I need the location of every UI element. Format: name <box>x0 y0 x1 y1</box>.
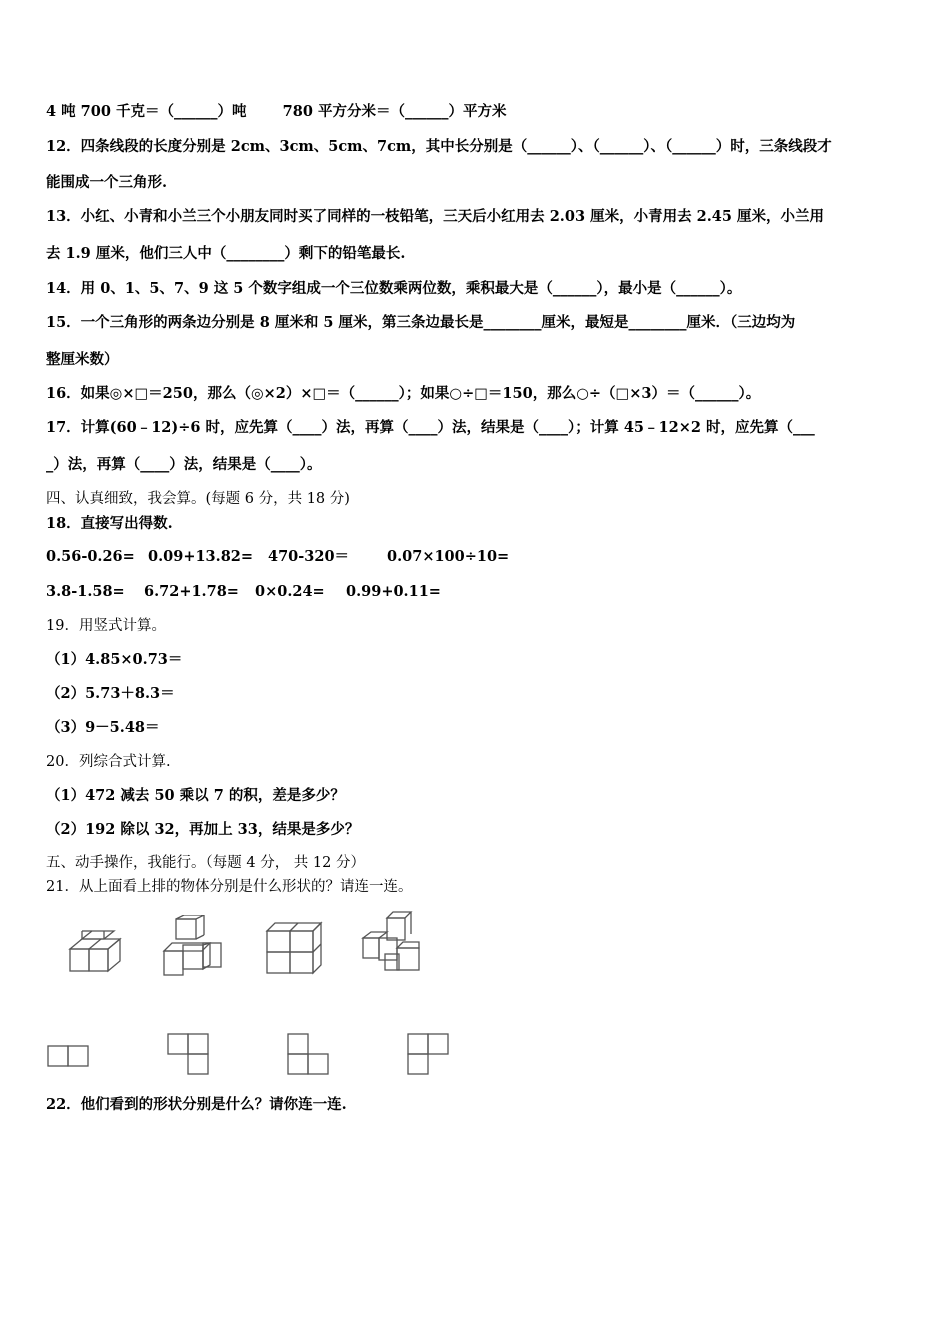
q13-line2: 去 1.9 厘米，他们三人中（________）剩下的铅笔最长. <box>46 245 406 262</box>
q19-title: 19．用竖式计算。 <box>46 618 166 634</box>
cube-group-2-icon <box>160 915 226 979</box>
q16-line: 16．如果◎×□＝250，那么（◎×2）×□＝（______）；如果○÷□＝150，那么○÷（□×3）＝（______）。 <box>46 385 761 402</box>
q21-title: 21．从上面看上排的物体分别是什么形状的？请连一连。 <box>46 879 413 895</box>
q15-line1: 15．一个三角形的两条边分别是 8 厘米和 5 厘米，第三条边最长是________厘米，最短是________厘米．（三边均为 <box>46 314 796 331</box>
section5-heading: 五、动手操作，我能行。（每题 4 分， 共 12 分） <box>46 855 365 871</box>
q18-r1-c2: 0.09+13.82= <box>148 548 254 565</box>
cube-group-1-icon <box>66 927 126 975</box>
q12-line1: 12．四条线段的长度分别是 2cm、3cm、5cm、7cm，其中长分别是（______）、（______）、（______）时，三条线段才 <box>46 138 832 155</box>
cube-group-4-icon <box>357 910 425 974</box>
q20-title: 20．列综合式计算. <box>46 754 171 770</box>
q18-r1-c1: 0.56-0.26= <box>46 548 135 565</box>
cube-group-3-icon <box>263 919 327 977</box>
q18-r2-c3: 0×0.24= <box>255 583 325 600</box>
q18-title: 18．直接写出得数. <box>46 515 173 532</box>
q12-line2: 能围成一个三角形. <box>46 174 168 191</box>
q11-tail-line <box>46 102 506 122</box>
q11-part1: 4 吨 700 千克＝（______）吨 <box>46 103 247 120</box>
section4-heading: 四、认真细致，我会算。(每题 6 分，共 18 分) <box>46 491 350 507</box>
q13-line1: 13．小红、小青和小兰三个小朋友同时买了同样的一枝铅笔，三天后小红用去 2.03 厘米，小青用去 2.45 厘米，小兰用 <box>46 208 824 225</box>
q19-item-2: （2）5.73＋8.3＝ <box>46 685 175 702</box>
q18-r1-c3: 470-320＝ <box>268 548 350 565</box>
top-view-2-icon <box>166 1032 212 1078</box>
q17-line2: _）法，再算（____）法，结果是（____）。 <box>46 456 322 473</box>
q22-title: 22．他们看到的形状分别是什么？请你连一连. <box>46 1096 347 1113</box>
q11-part2: 780 平方分米＝（______）平方米 <box>282 103 507 120</box>
q18-r2-c1: 3.8-1.58= <box>46 583 125 600</box>
top-view-1-icon <box>46 1044 92 1068</box>
q15-line2: 整厘米数） <box>46 351 119 368</box>
q18-r1-c4: 0.07×100÷10= <box>387 548 510 565</box>
q19-item-1: （1）4.85×0.73＝ <box>46 651 183 668</box>
q14-line: 14．用 0、1、5、7、9 这 5 个数字组成一个三位数乘两位数，乘积最大是（______），最小是（______）。 <box>46 280 742 297</box>
q18-r2-c2: 6.72+1.78= <box>144 583 239 600</box>
q19-item-3: （3）9－5.48＝ <box>46 719 160 736</box>
q17-line1: 17．计算(60﹣12)÷6 时，应先算（____）法，再算（____）法，结果是（____）；计算 45﹣12×2 时，应先算（___ <box>46 419 815 436</box>
q20-item-1: （1）472 减去 50 乘以 7 的积，差是多少？ <box>46 787 345 804</box>
q18-r2-c4: 0.99+0.11= <box>346 583 441 600</box>
top-view-4-icon <box>406 1032 452 1078</box>
top-view-3-icon <box>286 1032 332 1078</box>
q20-item-2: （2）192 除以 32，再加上 33，结果是多少？ <box>46 821 360 838</box>
